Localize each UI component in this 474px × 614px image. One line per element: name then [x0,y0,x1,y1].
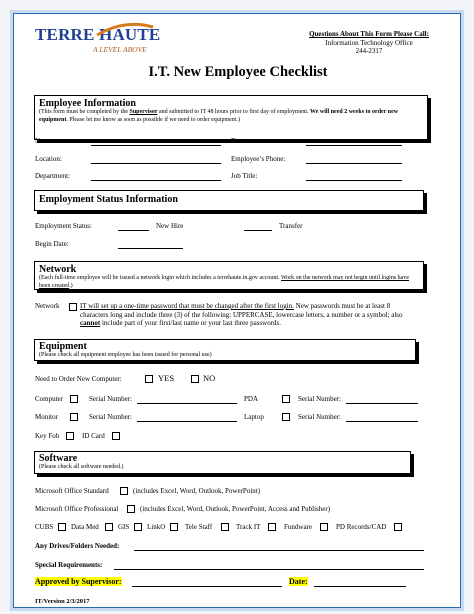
monitor-checkbox[interactable] [70,413,78,421]
employee-info-box [34,95,428,140]
equipment-desc: (Please check all equipment employee has been issued for personal use) [39,352,212,358]
app-telestaff-checkbox[interactable] [221,523,229,531]
network-heading: Network [39,264,77,275]
app-linko-label: LinkO [147,523,166,531]
laptop-checkbox[interactable] [282,413,290,421]
transfer-label: Transfer [279,222,303,230]
employment-status-box [34,190,424,211]
app-trackit-label: Track IT [236,523,261,531]
network-password-text: IT will set up a one-time password that must be changed after the first login. New passwords must be at least 8 characters long and include three (3) of the following: UPPERCASE, lowercase letters, a number or a symbol; also cannot include part of your first/last name or your last three passwords. [80,302,403,328]
name-field[interactable] [91,145,221,146]
logo-tagline: A LEVEL ABOVE [93,45,147,54]
monitor-serial-field[interactable] [137,421,237,422]
logo-swoosh-icon [95,21,155,39]
app-trackit-checkbox[interactable] [268,523,276,531]
office-standard-label: Microsoft Office Standard [35,487,109,495]
approved-field[interactable] [132,586,282,587]
contact-heading: Questions About This Form Please Call: [309,30,429,38]
network-checkbox[interactable] [69,303,77,311]
phone-field[interactable] [306,163,402,164]
location-field[interactable] [91,163,221,164]
app-datamed-label: Data Med [71,523,99,531]
equipment-box [34,339,416,361]
drives-label: Any Drives/Folders Needed: [35,542,120,550]
employee-info-heading: Employee Information [39,98,136,109]
transfer-field[interactable] [244,230,272,231]
software-heading: Software [39,453,78,464]
form-sheet [13,13,461,608]
computer-checkbox[interactable] [70,395,78,403]
software-desc: (Please check all software needed.) [39,464,124,470]
employee-info-desc: (This form must be completed by the Supervisor and submitted to IT 48 hours prior to first day of employment. We will need 2 weeks to order new equipment. Please let me know as soon as possible if we need to order equipment.) [39,109,399,123]
app-pdrecords-checkbox[interactable] [394,523,402,531]
office-professional-checkbox[interactable] [127,505,135,513]
yes-checkbox[interactable] [145,375,153,383]
phone-label: Employee’s Phone: [231,155,286,163]
employment-status-heading: Employment Status Information [39,194,178,205]
job-title-label: Job Title: [231,172,258,180]
network-desc: (Each full-time employee will be issued a network login which includes a terrehaute.in.gov account. Work on the network may not begin until logins have been created.) [39,275,409,289]
monitor-label: Monitor [35,413,58,421]
computer-serial-field[interactable] [137,403,237,404]
app-gis-label: GIS [118,523,130,531]
job-title-field[interactable] [306,180,402,181]
computer-label: Computer [35,395,63,403]
pda-serial-label: Serial Number: [298,395,341,403]
drives-field[interactable] [134,550,424,551]
approved-label: Approved by Supervisor: [35,577,122,586]
app-pdrecords-label: PD Records/CAD [336,523,387,531]
date-field[interactable] [306,145,402,146]
no-checkbox[interactable] [191,375,199,383]
logo-name: TERRE HAUTE [35,25,161,44]
office-professional-desc: (includes Excel, Word, Outlook, PowerPoint, Access and Publisher) [140,505,331,513]
idcard-label: ID Card [82,432,105,440]
app-cubs-label: CUBS [35,523,54,531]
office-standard-checkbox[interactable] [120,487,128,495]
contact-office: Information Technology Office [325,38,413,47]
keyfob-checkbox[interactable] [66,432,74,440]
network-box [34,261,424,290]
app-fundware-checkbox[interactable] [320,523,328,531]
name-label: Name: [35,137,54,145]
app-fundware-label: Fundware [284,523,312,531]
begin-date-label: Begin Date: [35,240,69,248]
begin-date-field[interactable] [118,248,183,249]
department-field[interactable] [91,180,221,181]
approved-date-label: Date: [289,577,308,586]
app-telestaff-label: Tele Staff [185,523,213,531]
idcard-checkbox[interactable] [112,432,120,440]
contact-block [284,30,454,56]
office-professional-label: Microsoft Office Professional [35,505,119,513]
date-label: Date: [231,137,247,145]
new-hire-label: New Hire [156,222,184,230]
software-box [34,451,411,474]
special-field[interactable] [114,569,424,570]
employment-status-label: Employment Status: [35,222,92,230]
special-label: Special Requirements: [35,561,103,569]
computer-serial-label: Serial Number: [89,395,132,403]
laptop-serial-label: Serial Number: [298,413,341,421]
yes-label: YES [158,373,175,383]
location-label: Location: [35,155,62,163]
monitor-serial-label: Serial Number: [89,413,132,421]
laptop-label: Laptop [244,413,264,421]
laptop-serial-field[interactable] [346,421,418,422]
contact-phone: 244-2317 [355,47,383,55]
app-cubs-checkbox[interactable] [58,523,66,531]
equipment-heading: Equipment [39,341,87,352]
page-title: I.T. New Employee Checklist [148,64,328,80]
need-computer-label: Need to Order New Computer: [35,375,122,383]
logo [35,25,161,54]
keyfob-label: Key Fob [35,432,60,440]
pda-serial-field[interactable] [346,403,418,404]
pda-checkbox[interactable] [282,395,290,403]
office-standard-desc: (includes Excel, Word, Outlook, PowerPoint) [133,487,261,495]
app-linko-checkbox[interactable] [170,523,178,531]
approved-date-field[interactable] [314,586,406,587]
app-datamed-checkbox[interactable] [105,523,113,531]
new-hire-field[interactable] [118,230,149,231]
footer-version: IT/Version 2/3/2017 [35,598,90,605]
pda-label: PDA [244,395,259,403]
app-gis-checkbox[interactable] [134,523,142,531]
department-label: Department: [35,172,70,180]
no-label: NO [203,373,216,383]
network-label: Network [35,302,60,310]
